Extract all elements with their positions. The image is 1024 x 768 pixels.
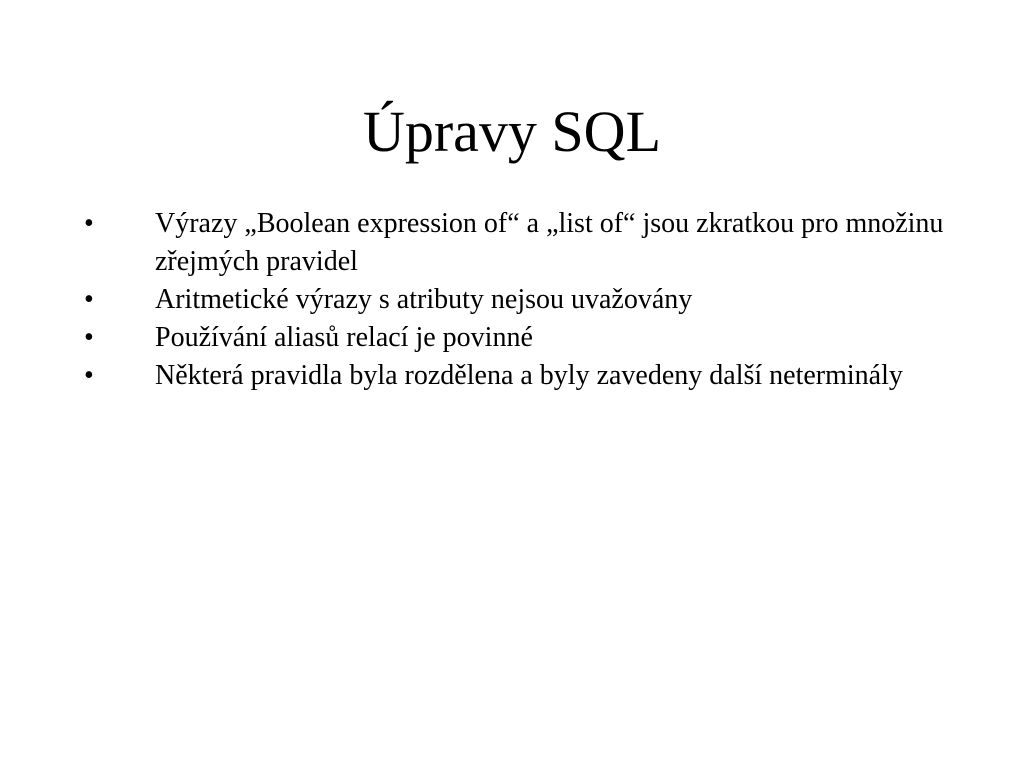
bullet-item bbox=[84, 319, 964, 357]
bullet-icon: • bbox=[84, 322, 94, 353]
bullet-icon: • bbox=[84, 208, 94, 239]
bullet-text: Používání aliasů relací je povinné bbox=[155, 322, 533, 353]
bullet-icon: • bbox=[84, 360, 94, 391]
bullet-text: Některá pravidla byla rozdělena a byly zavedeny další neterminály bbox=[155, 360, 903, 391]
bullet-text: Aritmetické výrazy s atributy nejsou uvažovány bbox=[155, 284, 693, 315]
bullet-text: Výrazy „Boolean expression of“ a „list of“ jsou zkratkou pro množinu zřejmých pravidel bbox=[155, 208, 944, 277]
bullet-icon: • bbox=[84, 284, 94, 315]
bullet-item bbox=[84, 205, 964, 281]
slide-title: Úpravy SQL bbox=[362, 99, 661, 164]
bullet-list bbox=[84, 205, 964, 395]
bullet-item bbox=[84, 357, 964, 395]
bullet-item bbox=[84, 281, 964, 319]
